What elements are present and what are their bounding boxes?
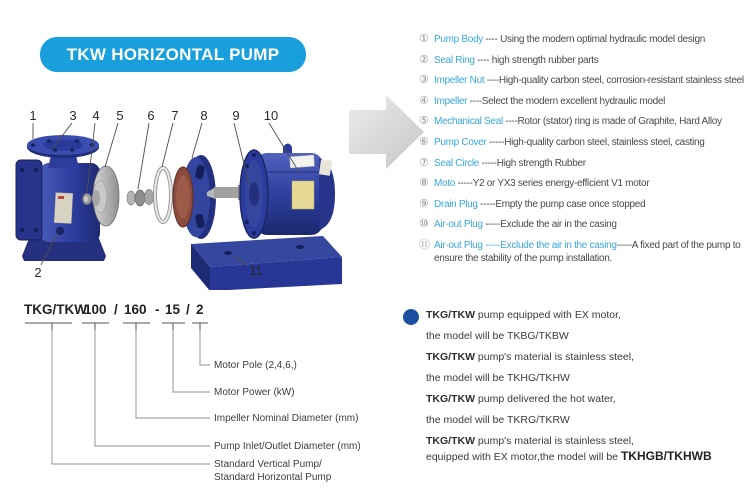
model-code-breakdown [18, 298, 363, 493]
note-line2: the model will be [426, 372, 507, 384]
part-description: -----Exclude the air in the casing [482, 219, 617, 231]
note-intro: TKG/TKW [426, 435, 475, 447]
part-description: -----High strength Rubber [479, 157, 586, 169]
seal-circle-illustration [155, 168, 171, 222]
label-inlet-outlet: Pump Inlet/Outlet Diameter (mm) [214, 441, 361, 452]
item-number-badge: ⑤ [419, 115, 429, 128]
item-number-badge: ② [419, 53, 429, 66]
part-name: Air-out Plug -----Exclude the air in the casing [434, 239, 617, 251]
item-number-badge: ⑩ [419, 218, 429, 231]
note-hot-water [426, 393, 756, 427]
impeller-nut-illustration [83, 194, 92, 205]
code-pole: 2 [196, 302, 204, 317]
part-name: Air-out Plug [434, 219, 483, 231]
callout-2: 2 [34, 265, 42, 280]
label-motor-pole: Motor Pole (2,4,6,) [214, 360, 297, 371]
part-description: ----High-quality carbon steel, corrosion-resistant stainless steel [484, 75, 744, 87]
model-code-labels [214, 360, 361, 483]
model-code-connectors [25, 323, 210, 464]
note-line1: pump's material is stainless steel, [475, 435, 634, 447]
part-name: Seal Circle [434, 157, 480, 169]
parts-list-item-9 [419, 198, 756, 211]
callout-3: 3 [69, 108, 77, 123]
part-name: Seal Ring [434, 54, 475, 66]
part-description: -----Empty the pump case once stopped [477, 198, 646, 210]
model-code: TKHGB/TKHWB [620, 449, 712, 463]
part-description: -----Y2 or YX3 series energy-efficient V1 motor [455, 178, 650, 190]
note-line1: pump's material is stainless steel, [475, 351, 634, 363]
note-line1: pump delivered the hot water, [475, 393, 616, 405]
model-code: TKBG/TKBW [506, 330, 569, 342]
pump-cover-illustration [173, 155, 216, 239]
parts-list-item-3 [419, 74, 756, 87]
label-impeller-diam: Impeller Nominal Diameter (mm) [214, 413, 359, 424]
callout-4: 4 [92, 108, 100, 123]
model-code: TKHG/TKHW [506, 372, 570, 384]
code-impeller: 160 [124, 302, 147, 317]
note-stainless-ex [426, 435, 756, 464]
parts-list-item-11 [419, 239, 756, 265]
label-motor-power: Motor Power (kW) [214, 387, 295, 398]
bullet-circle-icon [403, 309, 419, 325]
parts-list-item-2 [419, 54, 756, 67]
code-inlet: 100 [84, 302, 107, 317]
note-intro: TKG/TKW [426, 351, 475, 363]
model-code-text [24, 302, 204, 317]
callout-11: 11 [249, 263, 263, 278]
parts-list-item-8 [419, 177, 756, 190]
item-number-badge: ⑥ [419, 135, 429, 148]
note-intro: TKG/TKW [426, 309, 475, 321]
code-sep2: - [155, 302, 160, 317]
part-description: -----High-quality carbon steel, stainless steel, casting [486, 136, 705, 148]
item-number-badge: ④ [419, 94, 429, 107]
part-description-line2: ensure the stability of the pump installation. [434, 252, 612, 264]
callout-1: 1 [29, 108, 37, 123]
callout-8: 8 [200, 108, 208, 123]
note-ex-motor [426, 309, 756, 343]
parts-list-item-6 [419, 136, 756, 149]
callout-5: 5 [116, 108, 124, 123]
parts-list [419, 33, 756, 273]
part-name: Pump Body [434, 34, 483, 45]
page-title: TKW HORIZONTAL PUMP [66, 44, 280, 64]
callout-7: 7 [171, 108, 179, 123]
part-description: ----Select the modern excellent hydraulic model [467, 95, 666, 107]
item-number-badge: ③ [419, 74, 429, 87]
parts-list-item-10 [419, 218, 756, 231]
item-number-badge: ① [419, 33, 429, 45]
note-intro: TKG/TKW [426, 393, 475, 405]
callout-6: 6 [147, 108, 155, 123]
note-line2: equipped with EX motor,the model will be [426, 451, 621, 463]
note-stainless [426, 351, 756, 385]
callout-9: 9 [232, 108, 240, 123]
model-variant-notes [426, 309, 756, 466]
motor-illustration [240, 144, 335, 239]
base-plate-illustration [191, 236, 342, 290]
item-number-badge: ⑦ [419, 156, 429, 169]
item-number-badge: ⑪ [419, 238, 430, 251]
part-name: Moto [434, 178, 456, 190]
part-name: Impeller [434, 95, 468, 107]
part-description: ---- Using the modern optimal hydraulic model design [483, 34, 705, 45]
parts-list-item-1 [419, 33, 756, 46]
part-name: Impeller Nut [434, 75, 485, 87]
label-series-line2: Standard Horizontal Pump [214, 472, 332, 483]
part-name: Pump Cover [434, 136, 487, 148]
note-line2: the model will be [426, 330, 507, 342]
mechanical-seal-illustration [127, 190, 154, 207]
part-description: ---- high strength rubber parts [474, 54, 599, 66]
code-series: TKG/TKW [24, 302, 87, 317]
parts-list-item-7 [419, 157, 756, 170]
part-description: -----A fixed part of the pump to [616, 239, 741, 251]
exploded-pump-diagram [0, 88, 440, 290]
code-power: 15 [165, 302, 181, 317]
item-number-badge: ⑨ [419, 197, 429, 210]
parts-list-item-5 [419, 115, 756, 128]
parts-list-item-4 [419, 95, 756, 108]
title-banner [40, 37, 306, 72]
note-line1: pump equipped with EX motor, [475, 309, 621, 321]
callout-10: 10 [263, 108, 279, 123]
model-code: TKRG/TKRW [506, 414, 570, 426]
part-name: Drain Plug [434, 198, 478, 210]
label-series-line1: Standard Vertical Pump/ [214, 459, 322, 470]
note-line2: the model will be [426, 414, 507, 426]
part-description: ----Rotor (stator) ring is made of Graphite, Hard Alloy [502, 116, 722, 128]
code-sep1: / [114, 302, 118, 317]
part-name: Mechanical Seal [434, 116, 503, 128]
item-number-badge: ⑧ [419, 177, 429, 190]
right-arrow-icon [349, 95, 424, 169]
code-sep3: / [186, 302, 190, 317]
